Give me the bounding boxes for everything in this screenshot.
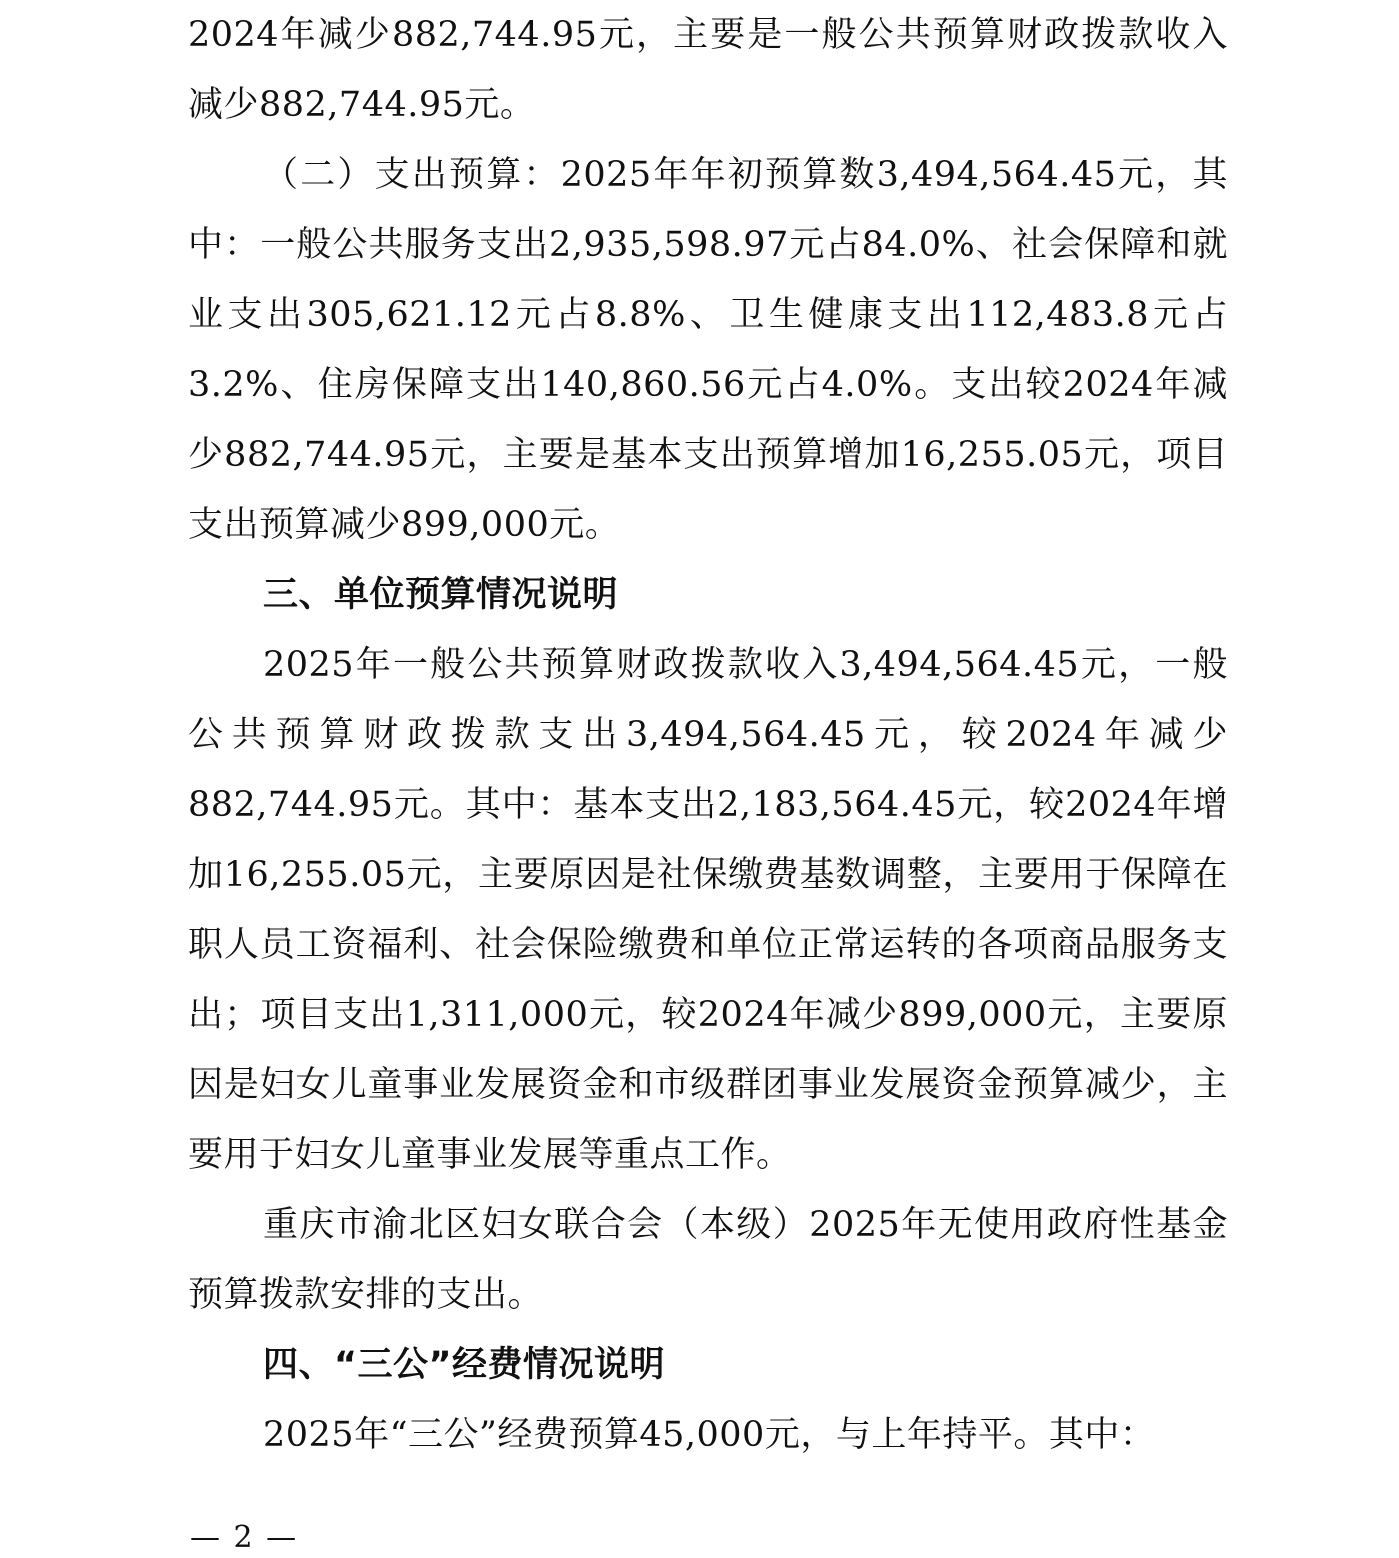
page-number: — 2 — <box>190 1520 299 1555</box>
paragraph-unit-budget: 2025年一般公共预算财政拨款收入3,494,564.45元，一般公共预算财政拨款支出3,494,564.45元，较2024年减少882,744.95元。其中：基本支出2,183,564.45元，较2024年增加16,255.05元，主要原因是社保缴费基数调整，主要用于保障在职人员工资福利、社会保险缴费和单位正常运转的各项商品服务支出；项目支出1,311,000元，较2024年减少899,000元，主要原因是妇女儿童事业发展资金和市级群团事业发展资金预算减少，主要用于妇女儿童事业发展等重点工作。 <box>188 645 1228 1175</box>
paragraph-three-public: 2025年“三公”经费预算45,000元，与上年持平。其中： <box>263 1415 1156 1455</box>
section-heading-unit-budget: 三、单位预算情况说明 <box>263 575 619 615</box>
section-heading-three-public: 四、“三公”经费情况说明 <box>263 1345 666 1385</box>
paragraph-expenditure-budget: （二）支出预算：2025年年初预算数3,494,564.45元，其中：一般公共服务支出2,935,598.97元占84.0%、社会保障和就业支出305,621.12元占8.8%、卫生健康支出112,483.8元占3.2%、住房保障支出140,860.56元占4.0%。支出较2024年减少882,744.95元，主要是基本支出预算增加16,255.05元，项目支出预算减少899,000元。 <box>188 155 1228 545</box>
document-body <box>188 0 1228 1470</box>
paragraph-continuation: 2024年减少882,744.95元，主要是一般公共预算财政拨款收入减少882,744.95元。 <box>188 15 1228 125</box>
paragraph-government-fund: 重庆市渝北区妇女联合会（本级）2025年无使用政府性基金预算拨款安排的支出。 <box>188 1205 1228 1315</box>
